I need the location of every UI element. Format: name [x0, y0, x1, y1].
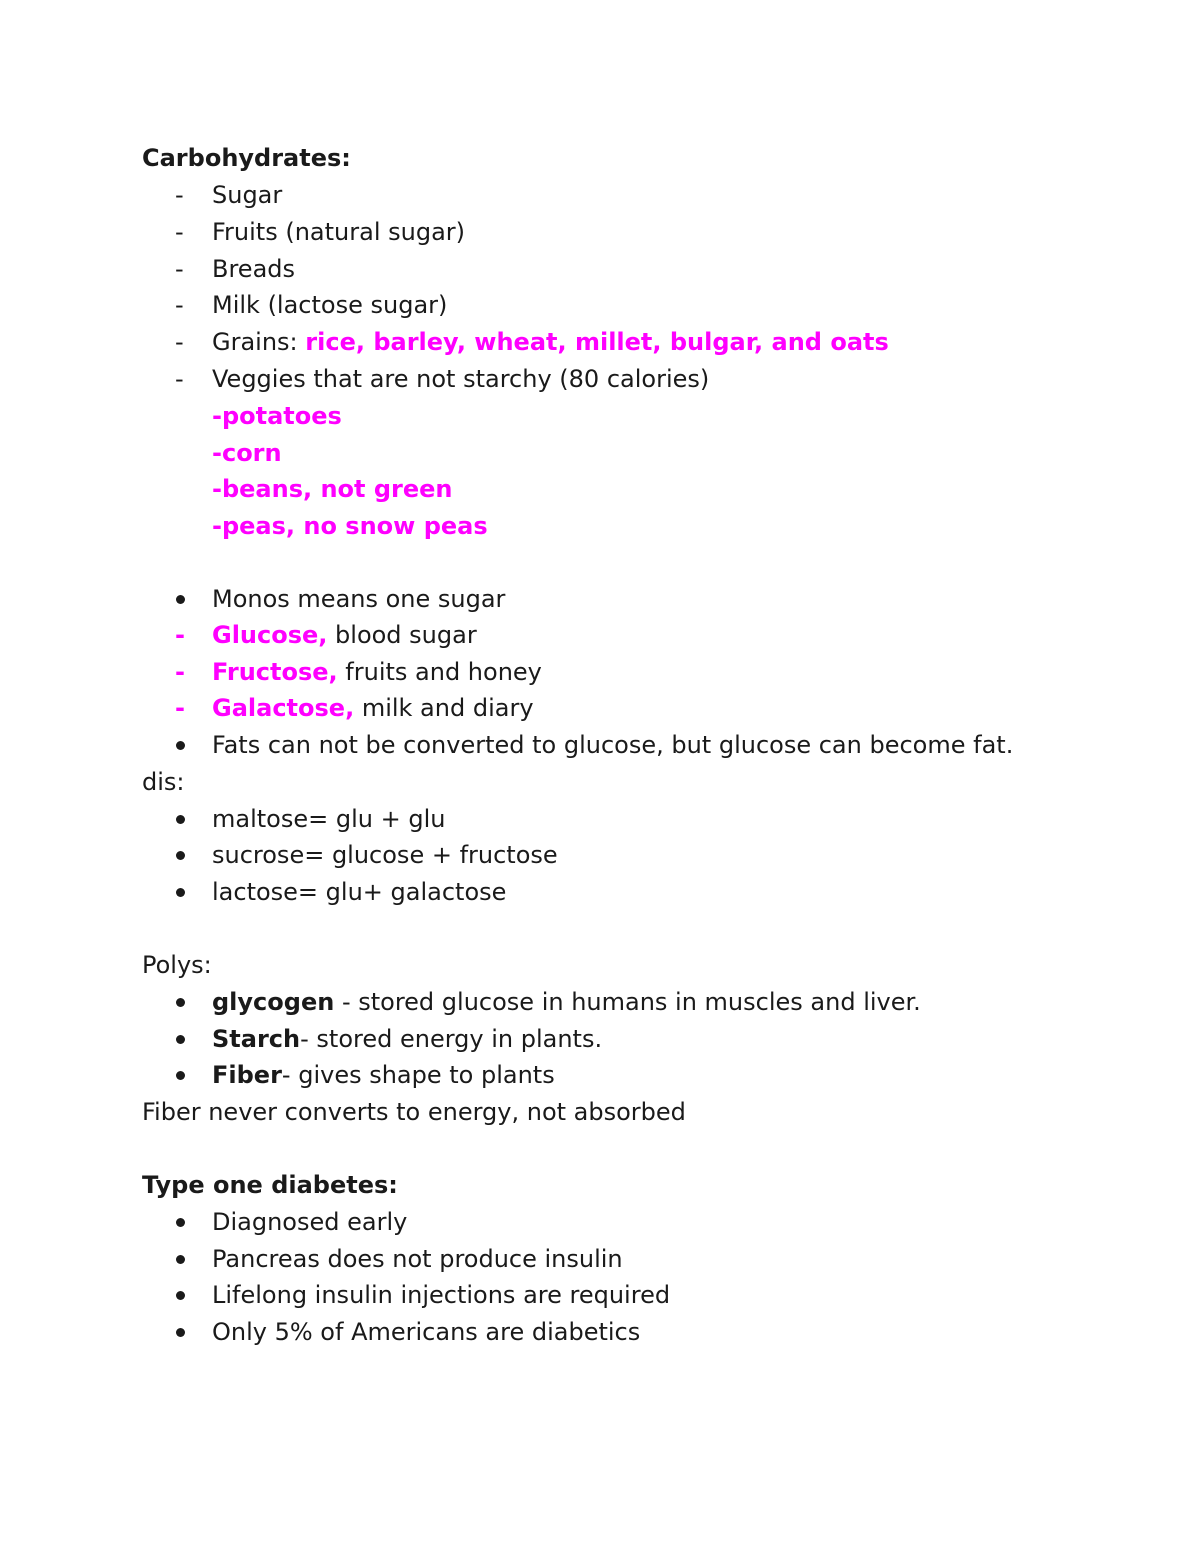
poly-desc: - stored energy in plants. — [300, 1025, 603, 1053]
list-item-text: Sugar — [212, 181, 283, 209]
bullet-dot — [176, 815, 185, 824]
bullet-dot — [176, 1071, 185, 1080]
poly-term: glycogen — [212, 988, 335, 1016]
starchy-text: -beans, not green — [212, 475, 453, 503]
bullet-dot — [176, 1035, 185, 1044]
dash-marker: - — [175, 218, 184, 246]
sugar-entry — [212, 654, 542, 690]
list-item-text: Only 5% of Americans are diabetics — [212, 1318, 641, 1346]
sugar-entry — [212, 617, 477, 653]
bullet-dot — [176, 851, 185, 860]
list-item-text: Diagnosed early — [212, 1208, 408, 1236]
bullet-dot — [176, 1328, 185, 1337]
dash-marker: - — [175, 328, 184, 356]
sugar-name: Fructose, — [212, 658, 338, 686]
poly-entry — [212, 1021, 602, 1057]
monos-intro: Monos means one sugar — [212, 585, 506, 613]
poly-entry — [212, 1057, 555, 1093]
poly-desc: - stored glucose in humans in muscles and liver. — [334, 988, 921, 1016]
dash-marker: - — [175, 291, 184, 319]
bullet-dot — [176, 1291, 185, 1300]
dash-marker: - — [175, 694, 185, 722]
sugar-entry — [212, 690, 534, 726]
poly-term: Starch — [212, 1025, 301, 1053]
bullet-dot — [176, 888, 185, 897]
veggies-label: Veggies that are not starchy (80 calories) — [212, 365, 710, 393]
bullet-dot — [176, 1255, 185, 1264]
diabetes-heading: Type one diabetes: — [142, 1171, 398, 1199]
sugar-name: Glucose, — [212, 621, 328, 649]
list-item-text: sucrose= glucose + fructose — [212, 841, 558, 869]
sugar-desc: milk and diary — [354, 694, 534, 722]
list-item-text: lactose= glu+ galactose — [212, 878, 507, 906]
dash-marker: - — [175, 365, 184, 393]
fiber-note: Fiber never converts to energy, not absorbed — [142, 1098, 686, 1126]
polys-heading: Polys: — [142, 951, 212, 979]
sugar-name: Galactose, — [212, 694, 355, 722]
grains-list: rice, barley, wheat, millet, bulgar, and oats — [305, 328, 889, 356]
list-item-text: Fruits (natural sugar) — [212, 218, 466, 246]
starchy-text: -potatoes — [212, 402, 342, 430]
poly-term: Fiber — [212, 1061, 282, 1089]
list-item-text: Pancreas does not produce insulin — [212, 1245, 623, 1273]
sugar-desc: fruits and honey — [337, 658, 542, 686]
carbohydrates-heading: Carbohydrates: — [142, 144, 351, 172]
list-item-text: Breads — [212, 255, 296, 283]
grains-text — [212, 324, 889, 360]
sugar-desc: blood sugar — [327, 621, 477, 649]
bullet-dot — [176, 1218, 185, 1227]
dash-marker: - — [175, 621, 185, 649]
dash-marker: - — [175, 255, 184, 283]
list-item-text: Milk (lactose sugar) — [212, 291, 448, 319]
starchy-text: -corn — [212, 439, 282, 467]
bullet-dot — [176, 595, 185, 604]
grains-label: Grains: — [212, 328, 306, 356]
dash-marker: - — [175, 181, 184, 209]
starchy-text: -peas, no snow peas — [212, 512, 488, 540]
poly-desc: - gives shape to plants — [281, 1061, 555, 1089]
bullet-dot — [176, 741, 185, 750]
fats-note: Fats can not be converted to glucose, but glucose can become fat. — [212, 731, 1014, 759]
bullet-dot — [176, 998, 185, 1007]
list-item-text: Lifelong insulin injections are required — [212, 1281, 671, 1309]
dash-marker: - — [175, 658, 185, 686]
dis-heading: dis: — [142, 768, 185, 796]
list-item-text: maltose= glu + glu — [212, 805, 446, 833]
poly-entry — [212, 984, 921, 1020]
